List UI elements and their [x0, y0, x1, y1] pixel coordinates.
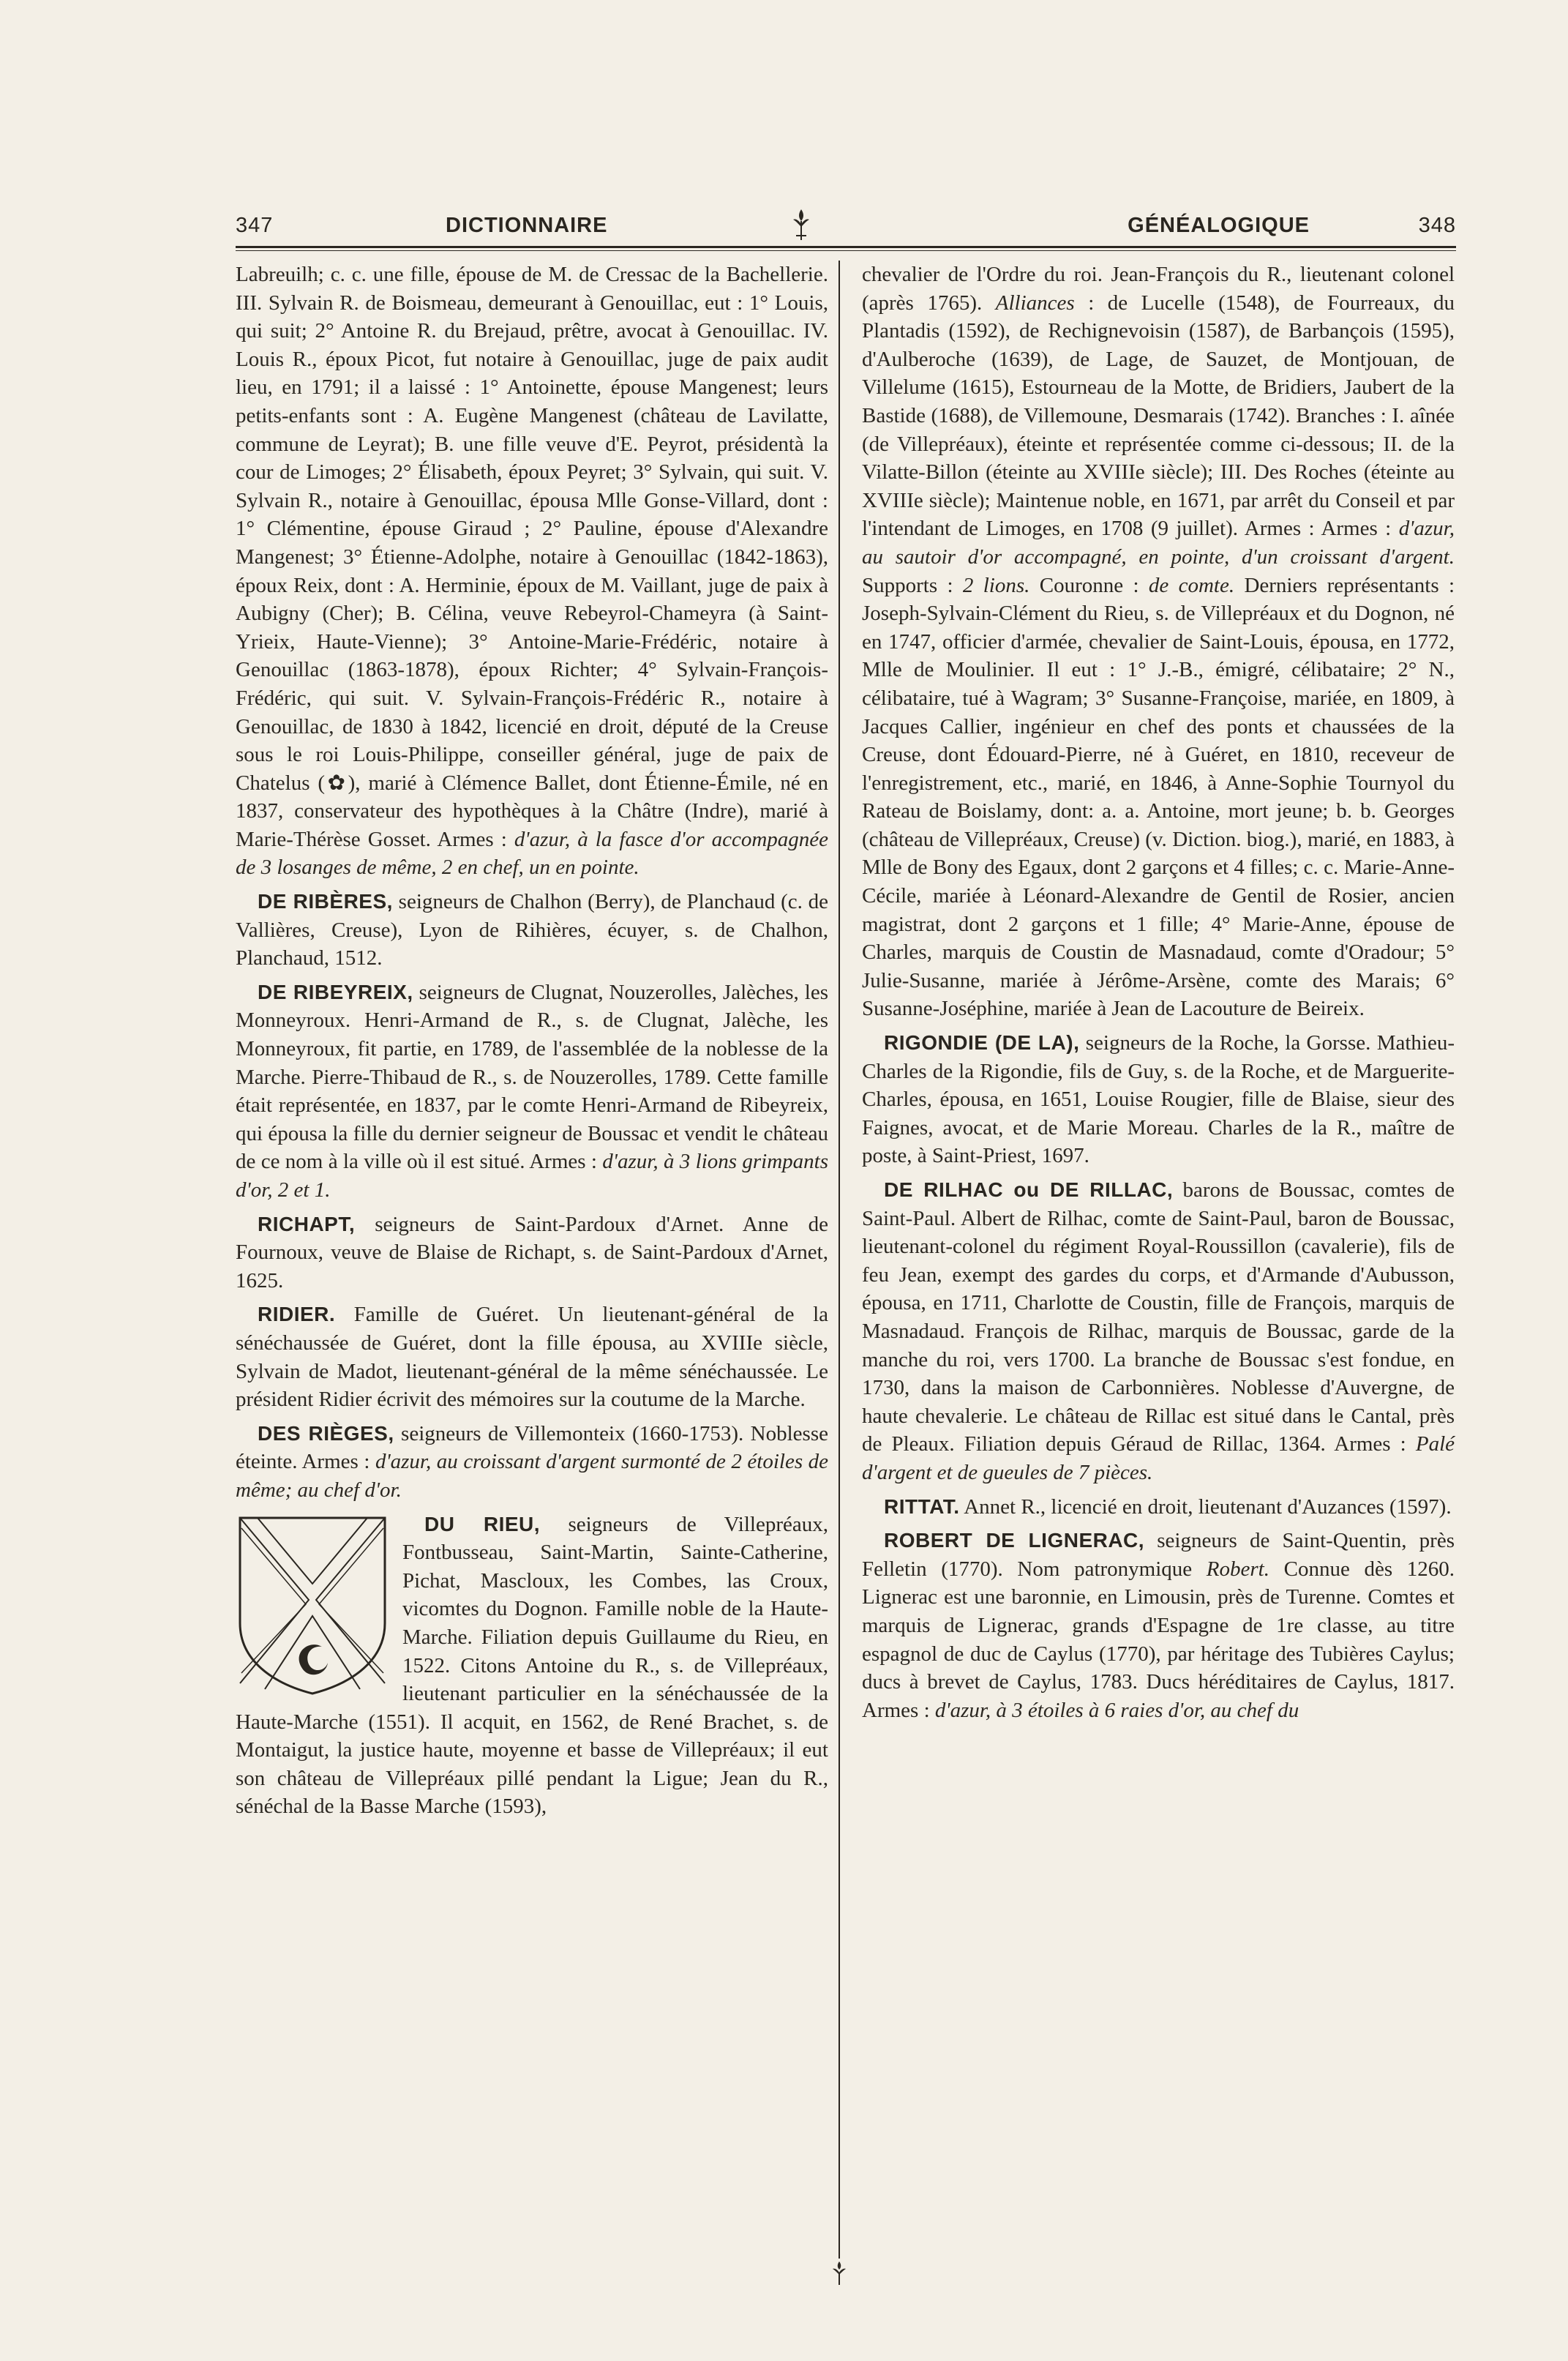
headword: RICHAPT,: [258, 1212, 356, 1235]
entry-robert-de-lignerac: ROBERT DE LIGNERAC, seigneurs de Saint-Quentin, près Felletin (1770). Nom patronymique Robert. Connue dès 1260. Lignerac est une baronnie, en Limousin, près de Turenne. Comtes et marquis de Lignerac, grands d'Espagne de 1re classe, au titre espagnol de duc de Caylus (1770), par héritage des Tubières Caylus; ducs à brevet de Caylus, 1783. Ducs héréditaires de Caylus, 1817. Armes : d'azur, à 3 étoiles à 6 raies d'or, au chef du: [862, 1529, 1455, 1722]
column-divider: [839, 261, 840, 2259]
header-rule: [236, 246, 1456, 248]
entry-du-rieu: DU RIEU, seigneurs de Villepréaux, Fontbusseau, Saint-Martin, Sainte-Catherine, Pichat, Mascloux, les Combes, las Croux, vicomtes du Dognon. Famille noble de la Haute-Marche. Filiation depuis Guillaume du Rieu, en 1522. Citons Antoine du R., s. de Villepréaux, lieutenant particulier en la sénéchaussée de la Haute-Marche (1551). Il acquit, en 1562, de René Brachet, s. de Montaigut, la justice haute, moyenne et basse de Villepréaux; il eut son château de Villepréaux pillé pendant la Ligue; Jean du R., sénéchal de la Basse Marche (1593),: [236, 1512, 828, 1819]
arms-blazon: Palé d'argent et de gueules de 7 pièces.: [862, 1432, 1455, 1484]
headword: DE RIBÈRES,: [258, 890, 393, 913]
header-rule-thin: [236, 250, 1456, 251]
headword: ROBERT DE LIGNERAC,: [884, 1529, 1145, 1552]
headword: DE RILHAC ou DE RILLAC,: [884, 1178, 1174, 1201]
arms-blazon: d'azur, à la fasce d'or accompagnée de 3 losanges de même, 2 en chef, un en pointe.: [236, 827, 829, 880]
headword: RIGONDIE (DE LA),: [884, 1031, 1080, 1055]
headword: RITTAT.: [884, 1494, 960, 1518]
headword: DU RIEU,: [424, 1512, 541, 1535]
continuation-paragraph: Labreuilh; c. c. une fille, épouse de M. de Cressac de la Bachellerie. III. Sylvain R. de Boismeau, demeurant à Genouillac, eut : 1° Louis, qui suit; 2° Antoine R. du Brejaud, prêtre, avocat à Genouillac. IV. Louis R., époux Picot, fut notaire à Genouillac, juge de paix audit lieu, en 1791; il a laissé : 1° Antoinette, épouse Mangenest; leurs petits-enfants sont : A. Eugène Mangenest (château de Lavilatte, commune de Leyrat); B. une fille veuve d'E. Peyrot, présidentà la cour de Limoges; 2° Élisabeth, époux Peyret; 3° Sylvain, qui suit. V. Sylvain R., notaire à Genouillac, épousa Mlle Gonse-Villard, dont : 1° Clémentine, épouse Giraud ; 2° Pauline, épouse d'Alexandre Mangenest; 3° Étienne-Adolphe, notaire à Genouillac (1842-1863), époux Reix, dont : A. Herminie, époux de M. Vaillant, juge de paix à Aubigny (Cher); B. Célina, veuve Rebeyrol-Chameyra (à Saint-Yrieix, Haute-Vienne); 3° Antoine-Marie-Frédéric, notaire à Genouillac (1863-1878), époux Richter; 4° Sylvain-François-Frédéric, qui suit. V. Sylvain-François-Frédéric R., notaire à Genouillac, de 1830 à 1842, licencié en droit, député de la Creuse sous le roi Louis-Philippe, conseiller général, juge de paix de Chatelus (✿), marié à Clémence Ballet, dont Étienne-Émile, né en 1837, conservateur des hypothèques à la Châtre (Indre), marié à Marie-Thérèse Gosset. Armes : d'azur, à la fasce d'or accompagnée de 3 losanges de même, 2 en chef, un en pointe.: [236, 263, 829, 880]
entry-rieges: DES RIÈGES, seigneurs de Villemonteix (1660-1753). Noblesse éteinte. Armes : d'azur, au croissant d'argent surmonté de 2 étoiles de même; au chef d'or.: [236, 1421, 829, 1502]
bottom-ornament-icon: [831, 2260, 847, 2286]
page-header: [236, 206, 1456, 246]
continuation-paragraph: chevalier de l'Ordre du roi. Jean-François du R., lieutenant colonel (après 1765). Alliances : de Lucelle (1548), de Fourreaux, du Plantadis (1592), de Rechignevoisin (1587), de Barbançois (1595), d'Aulberoche (1639), de Lage, de Sauzet, de Montjouan, de Villelume (1615), Estourneau de la Motte, de Bridiers, Jaubert de la Bastide (1688), de Villemoune, Desmarais (1742). Branches : I. aînée (de Villepréaux), éteinte et représentée comme ci-dessous; II. de la Vilatte-Billon (éteinte au XVIIIe siècle); III. Des Roches (éteinte au XVIIIe siècle); Maintenue noble, en 1671, par arrêt du Conseil et par l'intendant de Limoges, en 1708 (9 juillet). Armes : Armes : d'azur, au sautoir d'or accompagné, en pointe, d'un croissant d'argent. Supports : 2 lions. Couronne : de comte. Derniers représentants : Joseph-Sylvain-Clément du Rieu, s. de Villepréaux et du Dognon, né en 1747, officier d'armée, chevalier de Saint-Louis, épousa, en 1772, Mlle de Moulinier. Il eut : 1° J.-B., émigré, célibataire; 2° N., célibataire, tué à Wagram; 3° Susanne-Françoise, mariée, en 1809, à Jacques Callier, ingénieur en chef des ponts et chaussées de la Creuse, dont Édouard-Pierre, né à Guéret, en 1810, receveur de l'enregistrement, etc., marié, en 1846, à Anne-Sophie Tournyol du Rateau de Boislamy, dont: a. a. Antoine, mort jeune; b. b. Georges (château de Villepréaux, Creuse) (v. Diction. biog.), marié, en 1883, à Mlle de Bony des Egaux, dont 2 garçons et 4 filles; c. c. Marie-Anne-Cécile, mariée à Léonard-Alexandre de Gentil de Rosier, ancien magistrat, dont 2 garçons et 1 fille; 4° Marie-Anne, épouse de Charles, marquis de Coustin de Masnadaud, comte d'Oradour; 5° Julie-Susanne, mariée à Jérôme-Arsène, comte des Marais; 6° Susanne-Joséphine, mariée à Jean de Lacouture de Beireix.: [862, 263, 1455, 1021]
arms-blazon: d'azur, au croissant d'argent surmonté de 2 étoiles de même; au chef d'or.: [236, 1450, 829, 1502]
entry-rilhac: DE RILHAC ou DE RILLAC, barons de Boussac, comtes de Saint-Paul. Albert de Rilhac, comte de Saint-Paul, baron de Boussac, lieutenant-colonel du régiment Royal-Roussillon (cavalerie), fils de feu Jean, exempt des gardes du corps, et d'Armande d'Aubusson, épousa, en 1711, Charlotte de Coustin, fille de François, marquis de Masnadaud. François de Rilhac, marquis de Boussac, garde de la manche du roi, vers 1700. La branche de Boussac s'est fondue, en 1730, dans la maison de Carbonnières. Noblesse d'Auvergne, de haute chevalerie. Le château de Rillac est situé dans le Cantal, près de Pleaux. Filiation depuis Géraud de Rillac, 1364. Armes : Palé d'argent et de gueules de 7 pièces.: [862, 1178, 1455, 1484]
page-number-right: 348: [1418, 214, 1456, 237]
headword: DES RIÈGES,: [258, 1421, 394, 1445]
entry-ridier: RIDIER. Famille de Guéret. Un lieutenant-général de la sénéchaussée de Guéret, dont la fille épousa, au XVIIIe siècle, Sylvain de Madot, lieutenant-général de la même sénéchaussée. Le président Ridier écrivit des mémoires sur la coutume de la Marche.: [236, 1303, 828, 1412]
entry-riberes: DE RIBÈRES, seigneurs de Chalhon (Berry), de Planchaud (c. de Vallières, Creuse), Lyon de Rihières, écuyer, s. de Chalhon, Planchaud, 1512.: [236, 890, 828, 970]
arms-blazon: d'azur, à 3 étoiles à 6 raies d'or, au chef du: [934, 1698, 1299, 1722]
entry-rigondie: RIGONDIE (DE LA), seigneurs de la Roche, la Gorsse. Mathieu-Charles de la Rigondie, fils de Guy, s. de la Roche, et de Marguerite-Charles, épousa, en 1651, Louise Rougier, fille de Blaise, sieur des Faignes, avocat, et de Marie Moreau. Charles de la R., maître de poste, à Saint-Priest, 1697.: [862, 1031, 1455, 1168]
arms-blazon: d'azur, au sautoir d'or accompagné, en pointe, d'un croissant d'argent.: [862, 517, 1455, 569]
arms-blazon: d'azur, à 3 lions grimpants d'or, 2 et 1.: [236, 1150, 829, 1202]
entry-ribeyreix: DE RIBEYREIX, seigneurs de Clugnat, Nouzerolles, Jalèches, les Monneyroux. Henri-Armand de R., s. de Clugnat, Jalèche, les Monneyroux, fit partie, en 1789, de l'assemblée de la noblesse de la Marche. Pierre-Thibaud de R., s. de Nouzerolles, 1789. Cette famille était représentée, en 1837, par le comte Henri-Armand de Ribeyreix, qui épousa la fille du dernier seigneur de Boussac et vendit le château de ce nom à la ville où il est situé. Armes : d'azur, à 3 lions grimpants d'or, 2 et 1.: [236, 980, 829, 1202]
headword: RIDIER.: [258, 1303, 336, 1326]
fleur-ornament-icon: [790, 206, 812, 249]
entry-richapt: RICHAPT, seigneurs de Saint-Pardoux d'Arnet. Anne de Fournoux, veuve de Blaise de Richapt, s. de Saint-Pardoux d'Arnet, 1625.: [236, 1212, 828, 1292]
entry-rittat: RITTAT. Annet R., licencié en droit, lieutenant d'Auzances (1597).: [884, 1494, 1452, 1519]
running-title-right: GÉNÉALOGIQUE: [1128, 214, 1310, 237]
page-number-left: 347: [236, 214, 274, 237]
left-column: [236, 261, 828, 1821]
headword: DE RIBEYREIX,: [258, 980, 413, 1003]
coat-of-arms-icon: [236, 1513, 389, 1696]
running-title-left: DICTIONNAIRE: [446, 214, 608, 237]
right-column: [862, 261, 1455, 1724]
